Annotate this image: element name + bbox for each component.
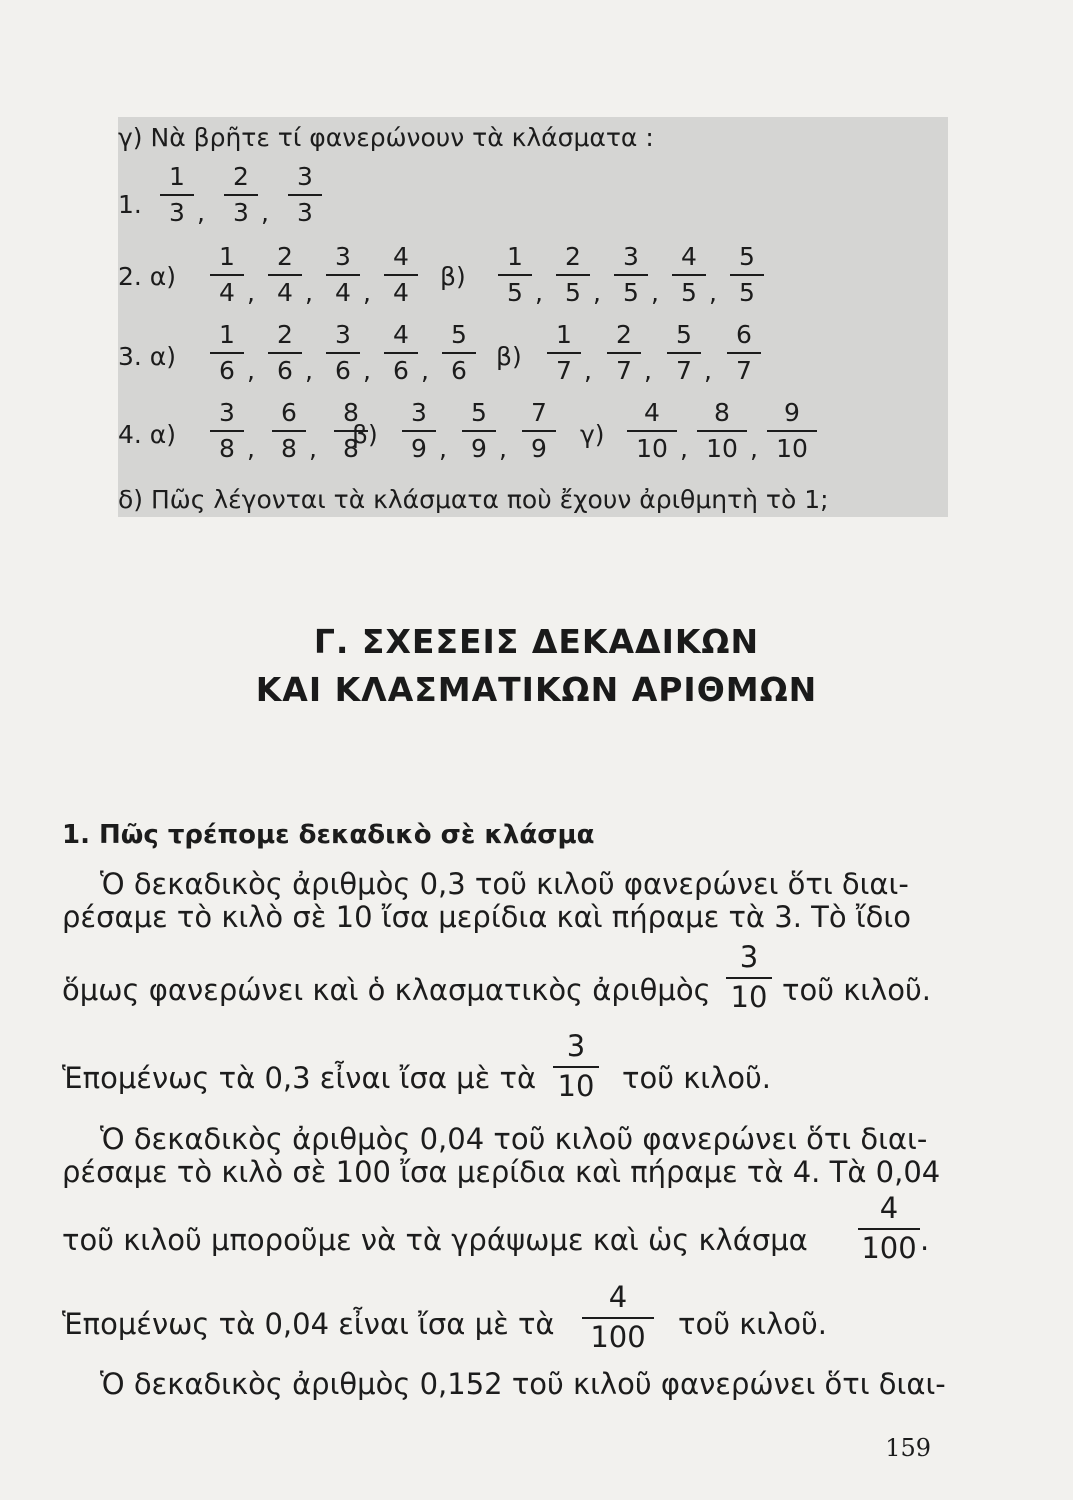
exercise-fraction: 2 5 , (554, 244, 592, 308)
exercise-fraction: 7 9 (520, 400, 558, 464)
p3-line1: Ὁ δεκαδικὸς ἀριθμὸς 0,04 τοῦ κιλοῦ φανερώνει ὅτι διαι- (100, 1122, 928, 1156)
exercise-fraction: 6 8 , (270, 400, 308, 464)
exercise-delta: δ) Πῶς λέγονται τὰ κλάσματα ποὺ ἔχουν ἀριθμητὴ τὸ 1; (118, 485, 829, 514)
p1-line1: Ὁ δεκαδικὸς ἀριθμὸς 0,3 τοῦ κιλοῦ φανερώνει ὅτι διαι- (100, 867, 909, 901)
exercise-fraction: 1 5 , (496, 244, 534, 308)
row4-label: 4. α) (118, 420, 177, 449)
exercise-fraction: 2 6 , (266, 322, 304, 386)
exercise-fraction: 3 4 , (324, 244, 362, 308)
exercise-fraction: 6 7 (725, 322, 763, 386)
p3-line2: ρέσαμε τὸ κιλὸ σὲ 100 ἴσα μερίδια καὶ πήραμε τὰ 4. Τὰ 0,04 (62, 1155, 941, 1189)
row4b-label: β) (352, 420, 378, 449)
p3-line3b: . (920, 1223, 930, 1257)
exercise-fraction: 2 3 , (222, 164, 260, 228)
exercise-fraction: 4 5 , (670, 244, 708, 308)
exercise-fraction: 1 3 , (158, 164, 196, 228)
row2-label: 2. α) (118, 262, 177, 291)
fraction-3-10-a: 3 10 (726, 943, 772, 1012)
exercise-fraction: 3 8 , (208, 400, 246, 464)
exercise-fraction: 4 4 (382, 244, 420, 308)
row2b-label: β) (440, 262, 466, 291)
section-title: 1. Πῶς τρέπομε δεκαδικὸ σὲ κλάσμα (62, 820, 595, 850)
exercise-fraction: 3 9 , (400, 400, 438, 464)
row3-label: 3. α) (118, 342, 177, 371)
fraction-4-100-b: 4 100 (582, 1283, 654, 1352)
row1-label: 1. (118, 190, 142, 219)
exercise-fraction: 2 7 , (605, 322, 643, 386)
p5-line1: Ὁ δεκαδικὸς ἀριθμὸς 0,152 τοῦ κιλοῦ φανερώνει ὅτι διαι- (100, 1367, 946, 1401)
exercise-fraction: 5 6 (440, 322, 478, 386)
exercise-fraction: 3 3 (286, 164, 324, 228)
exercise-fraction: 3 5 , (612, 244, 650, 308)
row3b-label: β) (496, 342, 522, 371)
page-number: 159 (885, 1434, 931, 1462)
p1-line3a: ὅμως φανερώνει καὶ ὁ κλασματικὸς ἀριθμὸς (62, 973, 711, 1007)
fraction-4-100-a: 4 100 (858, 1194, 920, 1263)
exercise-fraction: 5 7 , (665, 322, 703, 386)
exercise-fraction: 5 5 (728, 244, 766, 308)
p2-text-a: Ἑπομένως τὰ 0,3 εἶναι ἴσα μὲ τὰ (62, 1061, 537, 1095)
chapter-heading-line2: ΚΑΙ ΚΛΑΣΜΑΤΙΚΩΝ ΑΡΙΘΜΩΝ (255, 670, 818, 709)
p1-line2: ρέσαμε τὸ κιλὸ σὲ 10 ἴσα μερίδια καὶ πήραμε τὰ 3. Τὸ ἴδιο (62, 900, 911, 934)
exercise-fraction: 4 6 , (382, 322, 420, 386)
p1-line3b: τοῦ κιλοῦ. (782, 973, 932, 1007)
row4c-label: γ) (580, 420, 605, 449)
exercise-fraction: 1 4 , (208, 244, 246, 308)
exercise-fraction: 1 7 , (545, 322, 583, 386)
exercise-intro: γ) Νὰ βρῆτε τί φανερώνουν τὰ κλάσματα : (118, 123, 654, 152)
exercise-fraction: 3 6 , (324, 322, 362, 386)
exercise-fraction: 8 8 (332, 400, 370, 464)
exercise-fraction: 2 4 , (266, 244, 304, 308)
chapter-heading-line1: Γ. ΣΧΕΣΕΙΣ ΔΕΚΑΔΙΚΩΝ (313, 622, 760, 661)
exercise-fraction: 5 9 , (460, 400, 498, 464)
p4-text-b: τοῦ κιλοῦ. (678, 1307, 828, 1341)
p3-line3a: τοῦ κιλοῦ μποροῦμε νὰ τὰ γράψωμε καὶ ὡς κλάσμα (62, 1223, 808, 1257)
exercise-fraction: 4 10 , (625, 400, 679, 464)
exercise-fraction: 9 10 (765, 400, 819, 464)
p4-text-a: Ἑπομένως τὰ 0,04 εἶναι ἴσα μὲ τὰ (62, 1307, 555, 1341)
exercise-fraction: 8 10 , (695, 400, 749, 464)
exercise-fraction: 1 6 , (208, 322, 246, 386)
p2-text-b: τοῦ κιλοῦ. (622, 1061, 772, 1095)
fraction-3-10-b: 3 10 (553, 1032, 599, 1101)
